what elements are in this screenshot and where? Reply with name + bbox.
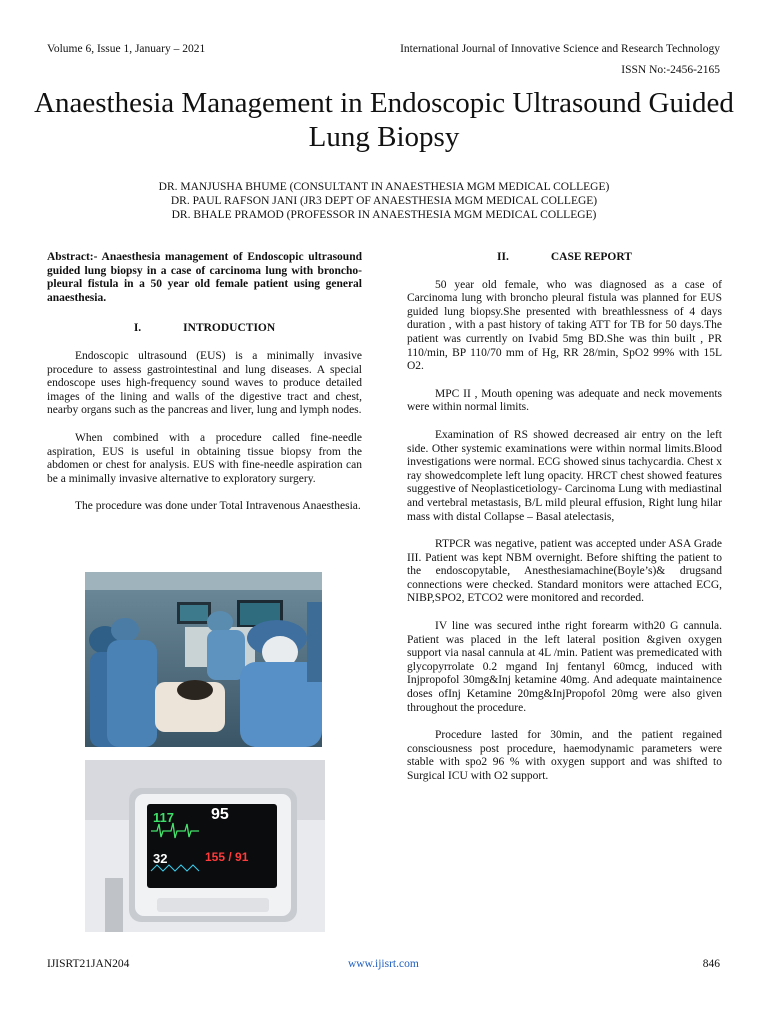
page-number: 846 (702, 958, 720, 970)
author-line: DR. MANJUSHA BHUME (CONSULTANT IN ANAESTHESIA MGM MEDICAL COLLEGE) (158, 181, 610, 193)
heart-rate-value: 117 (153, 810, 174, 825)
spo2-value: 95 (211, 806, 229, 823)
section-heading-introduction (47, 322, 362, 336)
left-column (47, 251, 362, 528)
author-line: DR. PAUL RAFSON JANI (JR3 DEPT OF ANAESTHESIA MGM MEDICAL COLLEGE) (170, 195, 598, 207)
patient-monitor-photo (85, 760, 325, 932)
section-title: CASE REPORT (550, 251, 632, 263)
paragraph: 50 year old female, who was diagnosed as a case of Carcinoma lung with broncho pleural fistula was planned for EUS guided lung biopsy.She presented with breathlessness of 4 days duration , with a past history of taking ATT for TB for 50 days.The patient was currently on Ivabid 5mg BD.She was thin built , PR 110/min, BP 110/70 mm of Hg, RR 28/min, SpO2 99% with 15L O2. (407, 278, 722, 373)
author-list (30, 180, 738, 222)
journal-name: International Journal of Innovative Science and Research Technology (400, 43, 720, 55)
paragraph: MPC II , Mouth opening was adequate and neck movements were within normal limits. (407, 387, 722, 414)
paper-title: Anaesthesia Management in Endoscopic Ultrasound Guided Lung Biopsy (34, 87, 734, 153)
section-heading-case-report (407, 251, 722, 265)
blood-pressure-value: 155 / 91 (205, 850, 249, 864)
abstract: Abstract:- Anaesthesia management of Endoscopic ultrasound guided lung biopsy in a case of carcinoma lung with broncho-pleural fistula in a 50 year old female patient using general anaesthesia. (47, 251, 362, 304)
article-code: IJISRT21JAN204 (47, 958, 130, 970)
paragraph: When combined with a procedure called fine-needle aspiration, EUS is useful in obtaining tissue biopsy from the abdomen or chest for analysis. EUS with fine-needle aspiration can be a minimally invasive alternative to exploratory surgery. (47, 431, 362, 485)
issn: ISSN No:-2456-2165 (621, 64, 720, 76)
resp-value: 32 (153, 851, 168, 866)
section-number: II. (497, 251, 509, 263)
paragraph: Endoscopic ultrasound (EUS) is a minimally invasive procedure to assess gastrointestinal and lung diseases. A special endoscope uses high-frequency sound waves to produce detailed images of the lining and walls of the digestive tract and chest, nearby organs such as the pancreas and liver, lung and lymph nodes. (47, 349, 362, 417)
journal-url-link[interactable]: www.ijisrt.com (348, 958, 419, 970)
author-line: DR. BHALE PRAMOD (PROFESSOR IN ANAESTHESIA MGM MEDICAL COLLEGE) (171, 209, 597, 221)
paragraph: Procedure lasted for 30min, and the patient regained consciousness post procedure, haemodynamic parameters were stable with spo2 96 % with oxygen support and was shifted to Surgical ICU with O2 support. (407, 729, 722, 782)
operating-room-photo (85, 572, 322, 747)
volume-issue: Volume 6, Issue 1, January – 2021 (47, 43, 206, 55)
paragraph: IV line was secured inthe right forearm with20 G cannula. Patient was placed in the left lateral position &given oxygen support via nasal cannula at 4L /min. Patient was premedicated with glycopyrrolate 0.2 mgand Inj fentanyl 60mcg, induced with Injpropofol 30mg&Inj ketamine 40mg. And adequate maintainence doses ofInj Ketamine 20mg&InjPropofol 20mg were also given throughout the procedure. (407, 620, 722, 714)
paragraph: Examination of RS showed decreased air entry on the left side. Other systemic examinations were within normal limits.Blood investigations were normal. ECG showed sinus tachycardia. Chest x ray showedcomplete left lung opacity. HRCT chest showed features suggestive of Neoplasticetiology- Carcinoma Lung with mediastinal and vertebral metastasis, B/L mild pleural effusion, Right lung hilar mass with distal Collapse – Basal atelectasis, (407, 428, 722, 523)
paragraph: RTPCR was negative, patient was accepted under ASA Grade III. Patient was kept NBM overnight. Before shifting the patient to the endoscopytable, Anesthesiamachine(Boyle’s)& drugsand connections were checked. Standard monitors were attached ECG, NIBP,SPO2, ETCO2 were monitored and recorded. (407, 538, 722, 605)
paragraph: The procedure was done under Total Intravenous Anaesthesia. (75, 500, 361, 513)
section-number: I. (133, 322, 142, 335)
right-column (407, 251, 722, 798)
section-title: INTRODUCTION (183, 322, 276, 335)
